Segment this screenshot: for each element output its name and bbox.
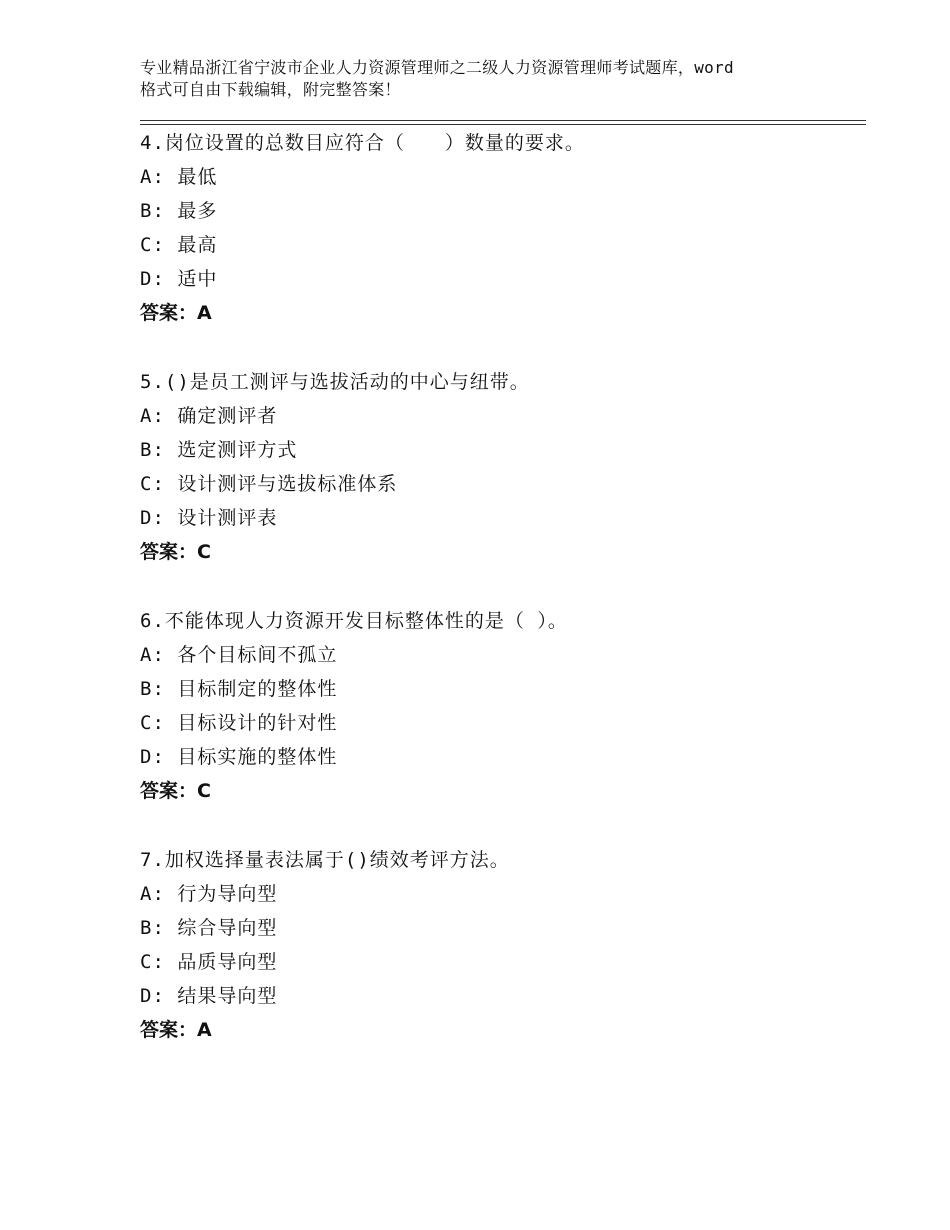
question-stem: 5.()是员工测评与选拔活动的中心与纽带。 <box>140 371 530 393</box>
header-divider-thick <box>140 120 866 121</box>
answer-label: 答案：C <box>140 780 211 802</box>
option-a: A: 最低 <box>140 166 218 188</box>
option-c: C: 最高 <box>140 234 218 256</box>
question-5 <box>140 365 860 569</box>
option-c: C: 设计测评与选拔标准体系 <box>140 473 398 495</box>
option-a: A: 确定测评者 <box>140 405 278 427</box>
question-stem: 7.加权选择量表法属于()绩效考评方法。 <box>140 849 510 871</box>
option-b: B: 最多 <box>140 200 218 222</box>
option-d: D: 目标实施的整体性 <box>140 746 338 768</box>
header-title-line-1: 专业精品浙江省宁波市企业人力资源管理师之二级人力资源管理师考试题库，word <box>140 58 734 77</box>
option-c: C: 品质导向型 <box>140 951 278 973</box>
option-b: B: 综合导向型 <box>140 917 278 939</box>
question-7 <box>140 843 860 1047</box>
header-title-line-2: 格式可自由下载编辑，附完整答案！ <box>140 80 401 99</box>
option-b: B: 目标制定的整体性 <box>140 678 338 700</box>
option-d: D: 设计测评表 <box>140 507 278 529</box>
document-header <box>140 57 830 101</box>
answer-label: 答案：A <box>140 302 212 324</box>
question-spacer <box>140 330 860 365</box>
question-spacer <box>140 569 860 604</box>
question-spacer <box>140 808 860 843</box>
question-stem: 4.岗位设置的总数目应符合（ ）数量的要求。 <box>140 132 585 154</box>
answer-label: 答案：A <box>140 1019 212 1041</box>
option-d: D: 适中 <box>140 268 218 290</box>
option-c: C: 目标设计的针对性 <box>140 712 338 734</box>
question-stem: 6.不能体现人力资源开发目标整体性的是（ ）。 <box>140 610 568 632</box>
answer-label: 答案：C <box>140 541 211 563</box>
question-list <box>140 126 860 1047</box>
option-d: D: 结果导向型 <box>140 985 278 1007</box>
option-b: B: 选定测评方式 <box>140 439 298 461</box>
option-a: A: 各个目标间不孤立 <box>140 644 338 666</box>
question-6 <box>140 604 860 808</box>
option-a: A: 行为导向型 <box>140 883 278 905</box>
question-4 <box>140 126 860 330</box>
header-divider-thin <box>140 124 866 125</box>
